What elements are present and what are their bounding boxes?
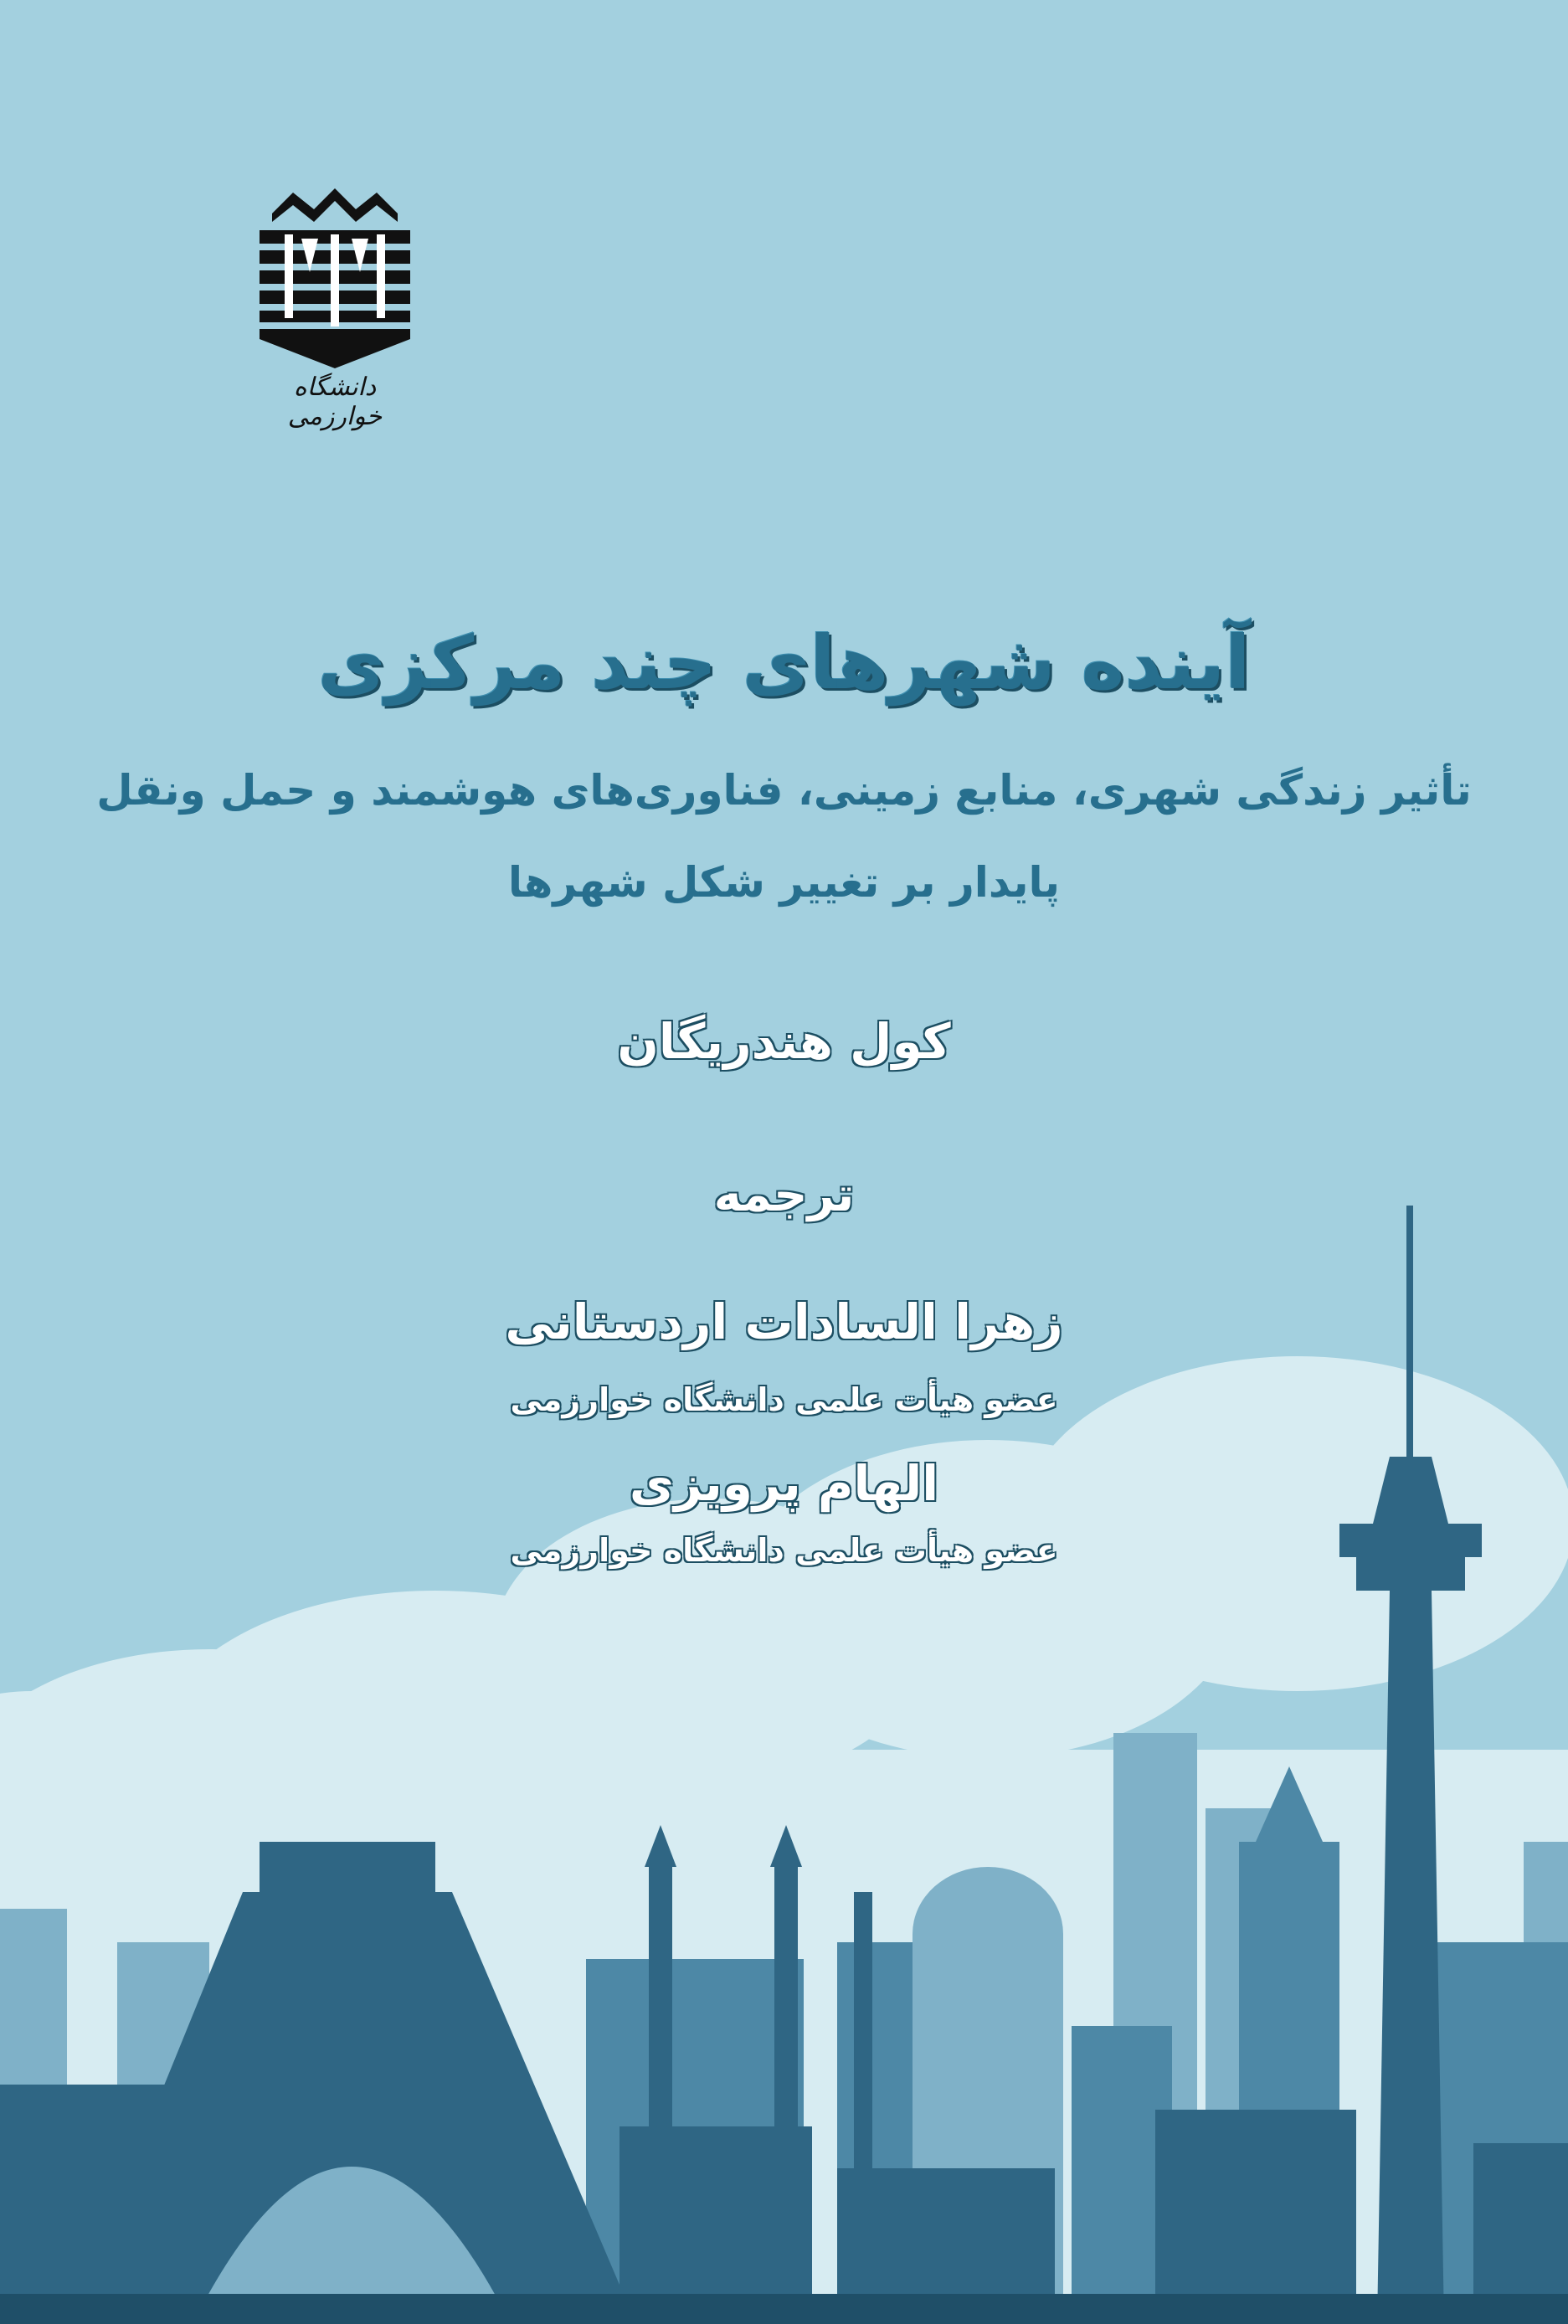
book-title: آینده شهرهای چند مرکزی xyxy=(317,620,1251,706)
translator-1-name: زهرا السادات اردستانی xyxy=(505,1293,1063,1350)
author-name: کول هندریگان xyxy=(617,1013,951,1070)
book-subtitle-line1: تأثیر زندگی شهری، منابع زمینی، فناوری‌های هوشمند و حمل ونقل xyxy=(96,766,1472,815)
translator-2-name: الهام پرویزی xyxy=(629,1455,939,1512)
translator-1-affiliation: عضو هیأت علمی دانشگاه خوارزمی xyxy=(510,1381,1058,1418)
kharazmi-university-emblem-icon xyxy=(251,188,419,373)
translator-2-affiliation: عضو هیأت علمی دانشگاه خوارزمی xyxy=(510,1532,1058,1569)
publisher-name: دانشگاه خوارزمی xyxy=(287,373,383,431)
translation-label: ترجمه xyxy=(713,1168,855,1222)
tehran-skyline-icon xyxy=(0,1206,1568,2324)
book-subtitle-line2: پایدار بر تغییر شکل شهرها xyxy=(507,858,1061,907)
